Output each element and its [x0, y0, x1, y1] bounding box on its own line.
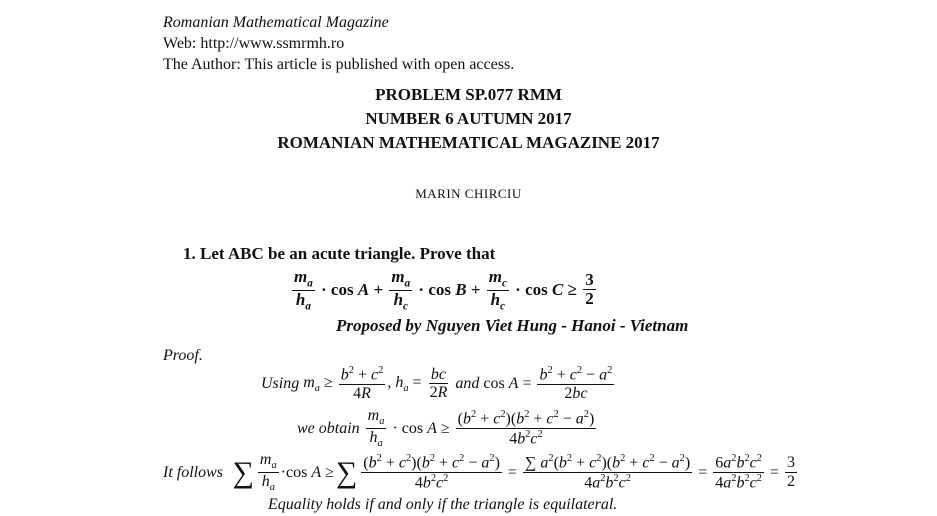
proof-line-2: we obtain $\frac{m_a}{h_a}$ · cos A ≥ $\frac{(b^2 + c^2)(b^2 + c^2 - a^2)}{4b^2c^2}$: [297, 407, 595, 450]
title-line-3: ROMANIAN MATHEMATICAL MAGAZINE 2017: [277, 133, 660, 152]
page-header: [163, 12, 514, 75]
using-word: Using: [261, 375, 300, 393]
it-follows-words: It follows: [163, 463, 224, 481]
proof-line-3: It follows ∑ $\frac{m_a}{h_a}$ ·cos A ≥ ∑ $\frac{(b^2 + c^2)(b^2 + c^2 - a^2)}{4b^2c^2}$ = $\frac{\sum a^2(b^2 + c^2)(b^2 + c^2 - a^2)}{4a^2b^2c^2}$ = $\frac{6a^2b^2c^2}{4a^2b^2c^2}$ = $\frac{3}{2}$: [163, 451, 795, 494]
we-obtain-words: we obtain: [297, 419, 360, 437]
proof-line-1: Using $m_a$ ≥ $\frac{b^2 + c^2}{4R}$ , $h_a$ = $\frac{bc}{2R}$ and cos A = $\frac{b^2 + c^2 - a^2}{2bc}$: [261, 365, 613, 403]
proof-label: Proof.: [163, 347, 203, 364]
magazine-name: Romanian Mathematical Magazine: [163, 14, 389, 31]
and-word: and: [455, 375, 480, 393]
title-line-2: NUMBER 6 AUTUMN 2017: [365, 109, 572, 128]
web-address: Web: http://www.ssmrmh.ro: [163, 35, 345, 52]
proposed-by: Proposed by Nguyen Viet Hung - Hanoi - Vietnam: [336, 316, 689, 335]
title-line-1: PROBLEM SP.077 RMM: [375, 85, 562, 104]
equality-note: Equality holds if and only if the triangle is equilateral.: [268, 496, 618, 513]
author-note: The Author: This article is published with open access.: [163, 56, 515, 73]
author-name: MARIN CHIRCIU: [415, 186, 522, 201]
problem-statement: 1. Let ABC be an acute triangle. Prove that: [183, 244, 496, 263]
main-inequality: $\frac{m_a}{h_a}$ · cos A + $\frac{m_a}{h_c}$ · cos B + $\frac{m_c}{h_c}$ · cos C ≥ $\frac{3}{2}$: [294, 267, 594, 313]
